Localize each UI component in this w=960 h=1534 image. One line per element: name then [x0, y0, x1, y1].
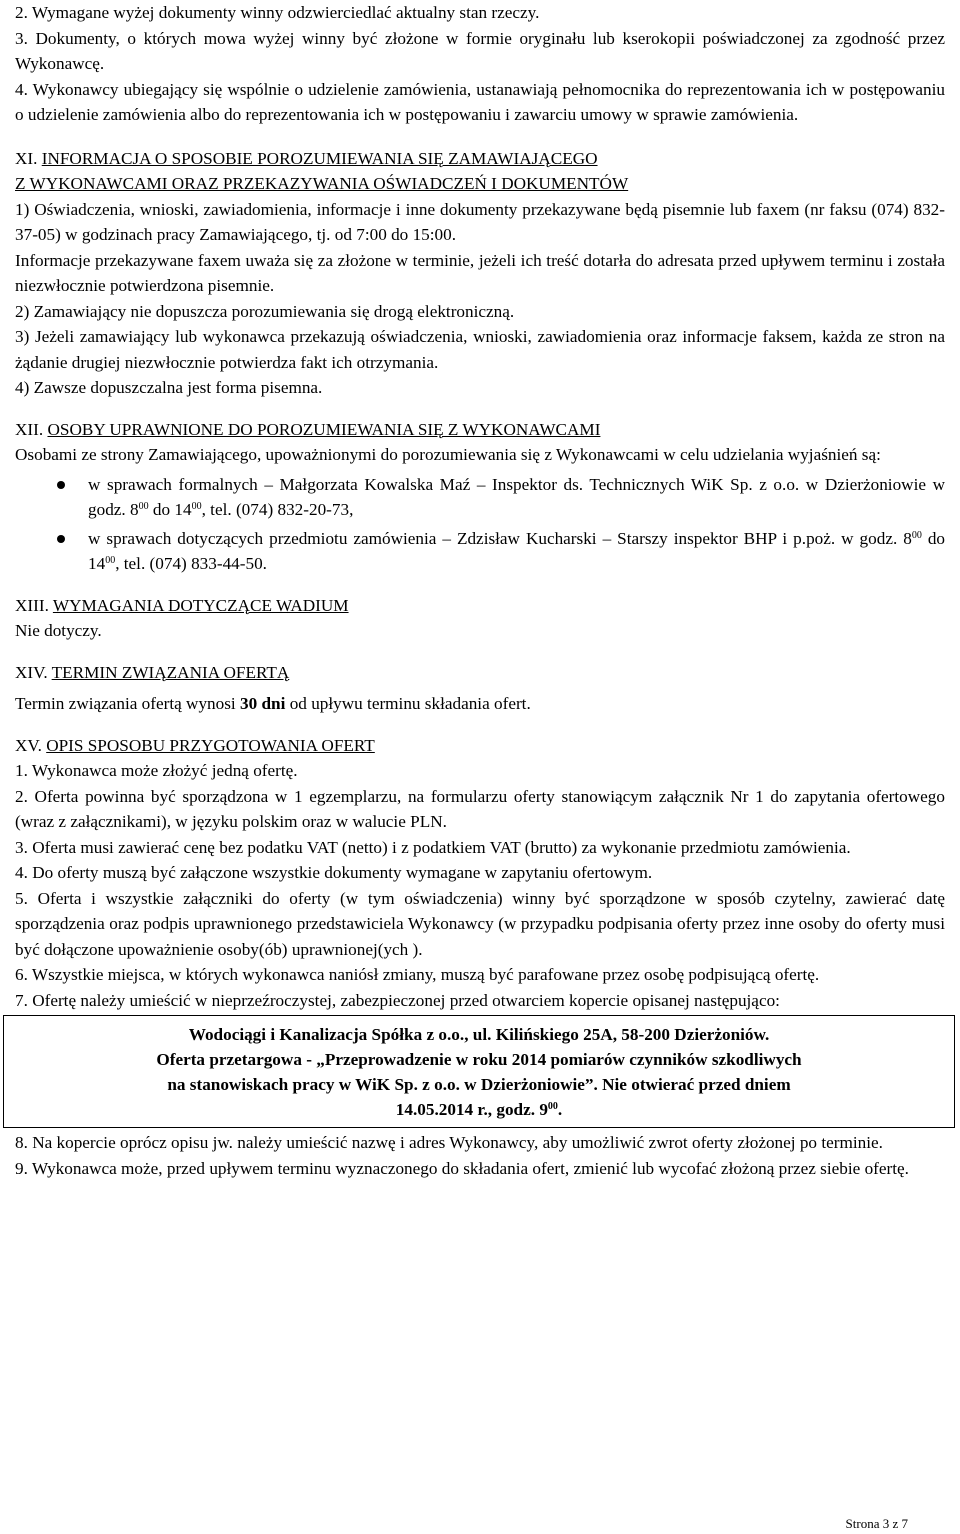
section-xi-title-line1: INFORMACJA O SPOSOBIE POROZUMIEWANIA SIĘ ZAMAWIAJĄCEGO	[41, 148, 598, 168]
section-xiv-heading	[15, 660, 945, 686]
section-xv-heading	[15, 733, 945, 759]
section-xii-heading	[15, 417, 945, 443]
section-xv-number: XV.	[15, 735, 42, 755]
section-xiii-heading	[15, 593, 945, 619]
paragraph-item-3: 3. Dokumenty, o których mowa wyżej winny być złożone w formie oryginału lub kserokopii poświadczonej za zgodność przez Wykonawcę.	[15, 28, 945, 73]
section-xv-item-9: 9. Wykonawca może, przed upływem terminu wyznaczonego do składania ofert, zmienić lub wycofać złożoną przez siebie ofertę.	[15, 1158, 909, 1178]
section-xii-title: OSOBY UPRAWNIONE DO POROZUMIEWANIA SIĘ Z WYKONAWCAMI	[47, 419, 601, 439]
section-xv-item-8: 8. Na kopercie oprócz opisu jw. należy umieścić nazwę i adres Wykonawcy, aby umożliwić zwrot oferty złożonej po terminie.	[15, 1133, 883, 1152]
envelope-label-title-2: na stanowiskach pracy w WiK Sp. z o.o. w Dzierżoniowie”. Nie otwierać przed dniem	[167, 1075, 791, 1094]
section-xi-number: XI.	[15, 148, 38, 168]
section-xv-item-5: 5. Oferta i wszystkie załączniki do oferty (w tym oświadczenia) winny być sporządzone w sposób czytelny, zawierać datę sporządzenia oraz podpis uprawnionego przedstawiciela Wykonawcy (w przypadku podpisania oferty przez inne osoby do oferty musi być dołączone upoważnienie osoby(ób) uprawnionej(ych ).	[15, 888, 945, 959]
section-xv-item-6: 6. Wszystkie miejsca, w których wykonawca naniósł zmiany, muszą być parafowane przez osobę podpisującą ofertę.	[15, 965, 820, 984]
section-xi-heading	[15, 146, 945, 197]
section-xi-title-line2: Z WYKONAWCAMI ORAZ PRZEKAZYWANIA OŚWIADCZEŃ I DOKUMENTÓW	[15, 174, 629, 193]
section-xiv-text: Termin związania ofertą wynosi 30 dni od upływu terminu składania ofert.	[15, 694, 531, 713]
section-xiv-number: XIV.	[15, 662, 48, 682]
envelope-label-box	[3, 1015, 955, 1128]
section-xi-paragraph-4: 3) Jeżeli zamawiający lub wykonawca przekazują oświadczenia, wnioski, zawiadomienia oraz informacje faksem, każda ze stron na żądanie drugiej niezwłocznie potwierdza fakt ich otrzymania.	[15, 327, 945, 372]
section-xi-paragraph-1: 1) Oświadczenia, wnioski, zawiadomienia, informacje i inne dokumenty przekazywane będą pisemnie lub faxem (nr faksu (074) 832-37-05) w godzinach pracy Zamawiającego, tj. od 7:00 do 15:00.	[15, 199, 945, 244]
section-xi-paragraph-3: 2) Zamawiający nie dopuszcza porozumiewania się drogą elektroniczną.	[15, 301, 515, 321]
section-xiii-text: Nie dotyczy.	[15, 621, 102, 640]
contact-list	[15, 472, 945, 577]
document-page	[15, 0, 945, 1181]
section-xv-item-3: 3. Oferta musi zawierać cenę bez podatku VAT (netto) i z podatkiem VAT (brutto) za wykonanie przedmiotu zamówienia.	[15, 837, 851, 857]
section-xiv-title: TERMIN ZWIĄZANIA OFERTĄ	[51, 662, 290, 682]
bullet-icon	[57, 535, 65, 543]
paragraph-item-2: 2. Wymagane wyżej dokumenty winny odzwierciedlać aktualny stan rzeczy.	[15, 3, 540, 22]
section-xv-item-7: 7. Ofertę należy umieścić w nieprzeźroczystej, zabezpieczonej przed otwarciem kopercie opisanej następująco:	[15, 990, 780, 1010]
section-xii-number: XII.	[15, 419, 44, 439]
section-xv-item-1: 1. Wykonawca może złożyć jedną ofertę.	[15, 761, 298, 780]
envelope-label-date: 14.05.2014 r., godz. $9^{00}$.	[395, 1100, 563, 1119]
page-number: Strona 3 z 7	[845, 1516, 908, 1531]
section-xi-paragraph-5: 4) Zawsze dopuszczalna jest forma pisemna.	[15, 378, 323, 397]
contact-list-item: w sprawach dotyczących przedmiotu zamówienia – Zdzisław Kucharski – Starszy inspektor BHP i p.poż. w godz. $8^{00}$ do $14^{00}$, tel. (074) 833-44-50.	[15, 526, 945, 577]
envelope-label-title-1: Oferta przetargowa - „Przeprowadzenie w roku 2014 pomiarów czynników szkodliwych	[156, 1050, 802, 1069]
envelope-label-address: Wodociągi i Kanalizacja Spółka z o.o., ul. Kilińskiego 25A, 58-200 Dzierżoniów.	[188, 1025, 770, 1044]
section-xv-item-2: 2. Oferta powinna być sporządzona w 1 egzemplarzu, na formularzu oferty stanowiącym załącznik Nr 1 do zapytania ofertowego (wraz z załącznikami), w języku polskim oraz w walucie PLN.	[15, 786, 945, 831]
section-xiii-title: WYMAGANIA DOTYCZĄCE WADIUM	[52, 595, 349, 615]
section-xi-paragraph-2: Informacje przekazywane faxem uważa się za złożone w terminie, jeżeli ich treść dotarła do adresata przed upływem terminu i została niezwłocznie potwierdzona pisemnie.	[15, 250, 945, 295]
contact-list-item: w sprawach formalnych – Małgorzata Kowalska Maź – Inspektor ds. Technicznych WiK Sp. z o.o. w Dzierżoniowie w godz. $8^{00}$ do $14^{00}$, tel. (074) 832-20-73,	[15, 472, 945, 523]
section-xv-item-4: 4. Do oferty muszą być załączone wszystkie dokumenty wymagane w zapytaniu ofertowym.	[15, 863, 653, 882]
paragraph-item-4: 4. Wykonawcy ubiegający się wspólnie o udzielenie zamówienia, ustanawiają pełnomocnika do reprezentowania ich w postępowaniu o udzielenie zamówienia albo do reprezentowania ich w postępowaniu i zawarciu umowy w sprawie zamówienia.	[15, 79, 945, 124]
section-xii-intro: Osobami ze strony Zamawiającego, upoważnionymi do porozumiewania się z Wykonawcami w celu udzielania wyjaśnień są:	[15, 445, 881, 464]
section-xiii-number: XIII.	[15, 595, 49, 615]
section-xv-title: OPIS SPOSOBU PRZYGOTOWANIA OFERT	[46, 735, 375, 755]
bullet-icon	[57, 481, 65, 489]
